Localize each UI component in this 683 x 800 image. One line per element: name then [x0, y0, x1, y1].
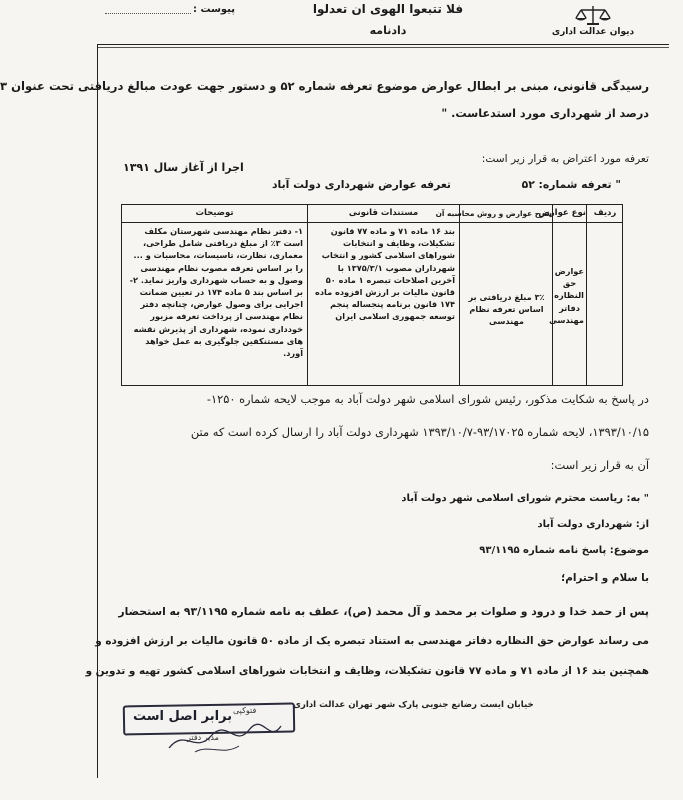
- td-method: ۳٪ مبلغ دریافتی بر اساس تعرفه نظام مهندسی: [468, 292, 545, 327]
- body-line-6: موضوع: پاسخ نامه شماره ۹۳/۱۱۹۵: [479, 545, 649, 556]
- body-line-1: در پاسخ به شکایت مذکور، رئیس شورای اسلامی شهر دولت آباد به موجب لایحه شماره ۱۲۵۰-: [206, 392, 649, 406]
- intro-line-3: تعرفه مورد اعتراض به قرار زیر است:: [481, 153, 649, 165]
- body-line-10: همچنین بند ۱۶ از ماده ۷۱ و ماده ۷۷ قانون تشکیلات، وظایف و انتخابات شوراهای اسلامی کشور تهیه و تدوین و: [85, 665, 649, 677]
- tariff-execution: اجرا از آغاز سال ۱۳۹۱: [123, 161, 244, 174]
- header-rule-thin: [97, 47, 669, 48]
- body-line-4: " به: ریاست محترم شورای اسلامی شهر دولت آباد: [401, 493, 649, 504]
- body-line-9: می رساند عوارض حق النظاره دفاتر مهندسی به استناد تبصره یک از ماده ۵۰ قانون مالیات بر ارزش افزوده و: [95, 635, 649, 647]
- tariff-title: تعرفه عوارض شهرداری دولت آباد: [271, 178, 451, 191]
- col-divider-4: [307, 205, 308, 385]
- th-legal: مستندات قانونی: [348, 208, 419, 218]
- intro-line-1: رسیدگی قانونی، مبنی بر ابطال عوارض موضوع تعرفه شماره ۵۲ و دستور جهت عودت مبالغ دریافتی تحت عنوان ۳: [0, 79, 649, 93]
- header-title: فلا تتبعوا الهوی ان تعدلوا: [312, 2, 464, 16]
- body-line-3: آن به قرار زیر است:: [550, 458, 649, 472]
- attachment-dotted-line: [105, 13, 191, 14]
- header-subtitle: دادنامه: [369, 24, 407, 37]
- col-divider-3: [459, 205, 460, 385]
- stamp-label: برابر اصل است: [133, 709, 233, 724]
- signature-scribble-icon: [165, 718, 285, 758]
- td-type: عوارض حق النظاره دفاتر مهندسی: [549, 266, 584, 325]
- body-line-8: پس از حمد خدا و درود و صلوات بر محمد و آل محمد (ص)، عطف به نامه شماره ۹۳/۱۱۹۵ به استحضار: [118, 605, 649, 618]
- th-type: نوع عوارض: [538, 208, 586, 218]
- body-line-5: از: شهرداری دولت آباد: [537, 519, 649, 530]
- intro-line-2: درصد از شهرداری مورد استدعاست. ": [441, 107, 649, 120]
- stamp-note: مدیر دفتر: [187, 733, 219, 742]
- footer-address: خیابان ایست رضانع جنوبی پارک شهر تهران عدالت اداری: [293, 700, 534, 710]
- th-notes: توضیحات: [195, 208, 234, 218]
- th-row: ردیف: [593, 208, 617, 218]
- attachment-label: پیوست :: [193, 4, 236, 15]
- judiciary-emblem: [545, 4, 641, 44]
- stamp-small-label: فتوکپی: [233, 706, 257, 715]
- tariff-table: [121, 204, 623, 386]
- td-legal: بند ۱۶ ماده ۷۱ و ماده ۷۷ قانون تشکیلات، وظایف و انتخابات شوراهای اسلامی کشور و انتخاب شهرداران مصوب ۱۳۷۵/۳/۱ با آخرین اصلاحات تبصره ۱ ماده ۵۰ قانون مالیات بر ارزش افزوده ماده ۱۷۴ قانون برنامه پنجساله پنجم توسعه جمهوری اسلامی ایران: [314, 226, 455, 322]
- body-line-7: با سلام و احترام؛: [561, 572, 649, 584]
- header-rule: [97, 44, 669, 45]
- body-line-2: ۱۳۹۳/۱۰/۱۵، لایحه شماره ۹۳/۱۷۰۲۵-۱۳۹۳/۱۰/۷ شهرداری دولت آباد را ارسال کرده است که متن: [190, 425, 649, 439]
- scales-emblem-icon: [563, 4, 623, 26]
- emblem-org-name: دیوان عدالت اداری: [551, 27, 635, 37]
- tariff-number: " تعرفه شماره: ۵۲: [521, 178, 621, 191]
- col-divider-1: [586, 205, 587, 385]
- col-divider-2: [552, 205, 553, 385]
- th-method: شرح عوارض و روش محاسبه آن: [435, 209, 552, 218]
- td-notes: ۱- دفتر نظام مهندسی شهرستان مکلف است ۳٪ از مبلغ دریافتی شامل طراحی، معماری، نظارت، تاسیسات، محاسبات و ... را بر اساس تعرفه مصوب نظام مهندسی وصول و به حساب شهرداری واریز نماید. ۲- بر اساس بند ۵ ماده ۱۷۴ در تعیین ضمانت اجرایی برای وصول عوارض، چنانچه دفتر نظام مهندسی از پرداخت تعرفه مزبور خودداری نموده، شهرداری از پذیرش نقشه های مستنکفین جلوگیری به عمل خواهد آورد.: [129, 226, 303, 359]
